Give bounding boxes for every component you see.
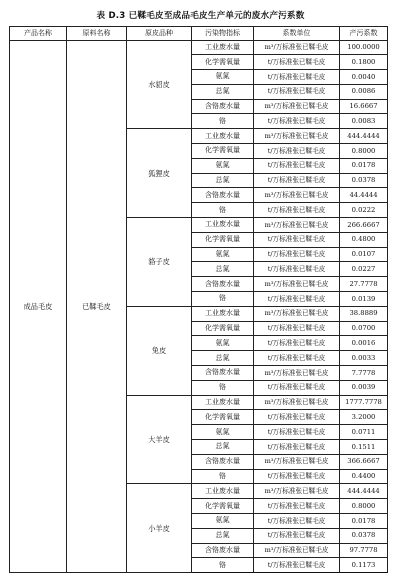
unit-cell: t/万标准张已鞣毛皮: [254, 232, 340, 247]
coefficient-cell: 16.6667: [340, 99, 388, 114]
indicator-cell: 总氮: [192, 351, 254, 366]
indicator-cell: 工业废水量: [192, 129, 254, 144]
unit-cell: t/万标准张已鞣毛皮: [254, 469, 340, 484]
unit-cell: m³/万标准张已鞣毛皮: [254, 99, 340, 114]
indicator-cell: 含铬废水量: [192, 188, 254, 203]
unit-cell: t/万标准张已鞣毛皮: [254, 203, 340, 218]
unit-cell: t/万标准张已鞣毛皮: [254, 499, 340, 514]
indicator-cell: 化学需氧量: [192, 410, 254, 425]
coefficient-cell: 0.0086: [340, 84, 388, 99]
unit-cell: t/万标准张已鞣毛皮: [254, 425, 340, 440]
indicator-cell: 总氮: [192, 84, 254, 99]
skin-type-cell: 兔皮: [127, 306, 192, 395]
unit-cell: t/万标准张已鞣毛皮: [254, 262, 340, 277]
coefficient-cell: 0.0033: [340, 351, 388, 366]
table-title: 表 D.3 已鞣毛皮至成品毛皮生产单元的废水产污系数: [96, 11, 305, 21]
unit-cell: t/万标准张已鞣毛皮: [254, 514, 340, 529]
header-product: 产品名称: [10, 27, 67, 41]
coefficient-cell: 1777.7778: [340, 395, 388, 410]
raw-material-cell: 已鞣毛皮: [67, 40, 127, 573]
unit-cell: m³/万标准张已鞣毛皮: [254, 277, 340, 292]
coefficient-cell: 444.4444: [340, 129, 388, 144]
header-indicator: 污染物指标: [192, 27, 254, 41]
indicator-cell: 化学需氧量: [192, 499, 254, 514]
unit-cell: t/万标准张已鞣毛皮: [254, 440, 340, 455]
coefficient-cell: 0.0222: [340, 203, 388, 218]
indicator-cell: 铬: [192, 380, 254, 395]
header-coefficient: 产污系数: [340, 27, 388, 41]
coefficient-cell: 0.0083: [340, 114, 388, 129]
indicator-cell: 工业废水量: [192, 306, 254, 321]
indicator-cell: 铬: [192, 203, 254, 218]
unit-cell: t/万标准张已鞣毛皮: [254, 158, 340, 173]
indicator-cell: 总氮: [192, 173, 254, 188]
unit-cell: t/万标准张已鞣毛皮: [254, 528, 340, 543]
indicator-cell: 工业废水量: [192, 484, 254, 499]
skin-type-cell: 水貂皮: [127, 40, 192, 129]
unit-cell: t/万标准张已鞣毛皮: [254, 351, 340, 366]
coefficient-cell: 97.7778: [340, 543, 388, 558]
unit-cell: m³/万标准张已鞣毛皮: [254, 306, 340, 321]
indicator-cell: 化学需氧量: [192, 232, 254, 247]
indicator-cell: 工业废水量: [192, 218, 254, 233]
unit-cell: t/万标准张已鞣毛皮: [254, 321, 340, 336]
indicator-cell: 化学需氧量: [192, 321, 254, 336]
indicator-cell: 总氮: [192, 440, 254, 455]
indicator-cell: 含铬废水量: [192, 366, 254, 381]
indicator-cell: 工业废水量: [192, 395, 254, 410]
coefficient-cell: 3.2000: [340, 410, 388, 425]
header-skin-type: 原皮品种: [127, 27, 192, 41]
indicator-cell: 铬: [192, 292, 254, 307]
coefficient-cell: 0.0039: [340, 380, 388, 395]
indicator-cell: 氨氮: [192, 247, 254, 262]
indicator-cell: 化学需氧量: [192, 55, 254, 70]
unit-cell: t/万标准张已鞣毛皮: [254, 336, 340, 351]
unit-cell: t/万标准张已鞣毛皮: [254, 380, 340, 395]
unit-cell: t/万标准张已鞣毛皮: [254, 558, 340, 573]
coefficient-cell: 0.0178: [340, 514, 388, 529]
indicator-cell: 氨氮: [192, 425, 254, 440]
unit-cell: t/万标准张已鞣毛皮: [254, 247, 340, 262]
indicator-cell: 含铬废水量: [192, 454, 254, 469]
coefficient-cell: 0.1800: [340, 55, 388, 70]
indicator-cell: 总氮: [192, 262, 254, 277]
skin-type-cell: 大羊皮: [127, 395, 192, 484]
indicator-cell: 氨氮: [192, 70, 254, 85]
skin-type-cell: 狐狸皮: [127, 129, 192, 218]
unit-cell: m³/万标准张已鞣毛皮: [254, 454, 340, 469]
indicator-cell: 氨氮: [192, 336, 254, 351]
coefficient-cell: 27.7778: [340, 277, 388, 292]
table-row: [10, 40, 388, 55]
coefficient-cell: 0.0107: [340, 247, 388, 262]
indicator-cell: 铬: [192, 114, 254, 129]
unit-cell: m³/万标准张已鞣毛皮: [254, 366, 340, 381]
unit-cell: t/万标准张已鞣毛皮: [254, 55, 340, 70]
wastewater-coefficient-table: [9, 26, 388, 573]
coefficient-cell: 0.1173: [340, 558, 388, 573]
unit-cell: t/万标准张已鞣毛皮: [254, 70, 340, 85]
indicator-cell: 氨氮: [192, 514, 254, 529]
indicator-cell: 含铬废水量: [192, 543, 254, 558]
indicator-cell: 含铬废水量: [192, 99, 254, 114]
table-body: [10, 40, 388, 573]
coefficient-cell: 38.8889: [340, 306, 388, 321]
coefficient-cell: 0.8000: [340, 144, 388, 159]
coefficient-cell: 0.0711: [340, 425, 388, 440]
unit-cell: m³/万标准张已鞣毛皮: [254, 129, 340, 144]
coefficient-cell: 0.0700: [340, 321, 388, 336]
unit-cell: t/万标准张已鞣毛皮: [254, 114, 340, 129]
coefficient-cell: 0.0040: [340, 70, 388, 85]
coefficient-cell: 366.6667: [340, 454, 388, 469]
header-row: [10, 27, 388, 41]
unit-cell: m³/万标准张已鞣毛皮: [254, 543, 340, 558]
coefficient-cell: 0.0378: [340, 528, 388, 543]
coefficient-cell: 0.0178: [340, 158, 388, 173]
coefficient-cell: 444.4444: [340, 484, 388, 499]
coefficient-cell: 100.0000: [340, 40, 388, 55]
unit-cell: m³/万标准张已鞣毛皮: [254, 395, 340, 410]
unit-cell: m³/万标准张已鞣毛皮: [254, 218, 340, 233]
indicator-cell: 铬: [192, 558, 254, 573]
header-raw-material: 原料名称: [67, 27, 127, 41]
unit-cell: t/万标准张已鞣毛皮: [254, 292, 340, 307]
coefficient-cell: 0.4800: [340, 232, 388, 247]
product-name-cell: 成品毛皮: [10, 40, 67, 573]
indicator-cell: 铬: [192, 469, 254, 484]
skin-type-cell: 貉子皮: [127, 218, 192, 307]
coefficient-cell: 0.0378: [340, 173, 388, 188]
unit-cell: m³/万标准张已鞣毛皮: [254, 40, 340, 55]
unit-cell: t/万标准张已鞣毛皮: [254, 410, 340, 425]
coefficient-cell: 266.6667: [340, 218, 388, 233]
unit-cell: m³/万标准张已鞣毛皮: [254, 484, 340, 499]
table-header: [10, 27, 388, 41]
coefficient-cell: 7.7778: [340, 366, 388, 381]
unit-cell: t/万标准张已鞣毛皮: [254, 144, 340, 159]
skin-type-cell: 小羊皮: [127, 484, 192, 573]
coefficient-cell: 0.4400: [340, 469, 388, 484]
coefficient-cell: 0.0016: [340, 336, 388, 351]
unit-cell: m³/万标准张已鞣毛皮: [254, 188, 340, 203]
indicator-cell: 总氮: [192, 528, 254, 543]
unit-cell: t/万标准张已鞣毛皮: [254, 173, 340, 188]
indicator-cell: 工业废水量: [192, 40, 254, 55]
header-unit: 系数单位: [254, 27, 340, 41]
coefficient-cell: 0.1511: [340, 440, 388, 455]
indicator-cell: 氨氮: [192, 158, 254, 173]
indicator-cell: 化学需氧量: [192, 144, 254, 159]
coefficient-cell: 0.0139: [340, 292, 388, 307]
coefficient-cell: 0.8000: [340, 499, 388, 514]
indicator-cell: 含铬废水量: [192, 277, 254, 292]
coefficient-cell: 0.0227: [340, 262, 388, 277]
unit-cell: t/万标准张已鞣毛皮: [254, 84, 340, 99]
coefficient-cell: 44.4444: [340, 188, 388, 203]
